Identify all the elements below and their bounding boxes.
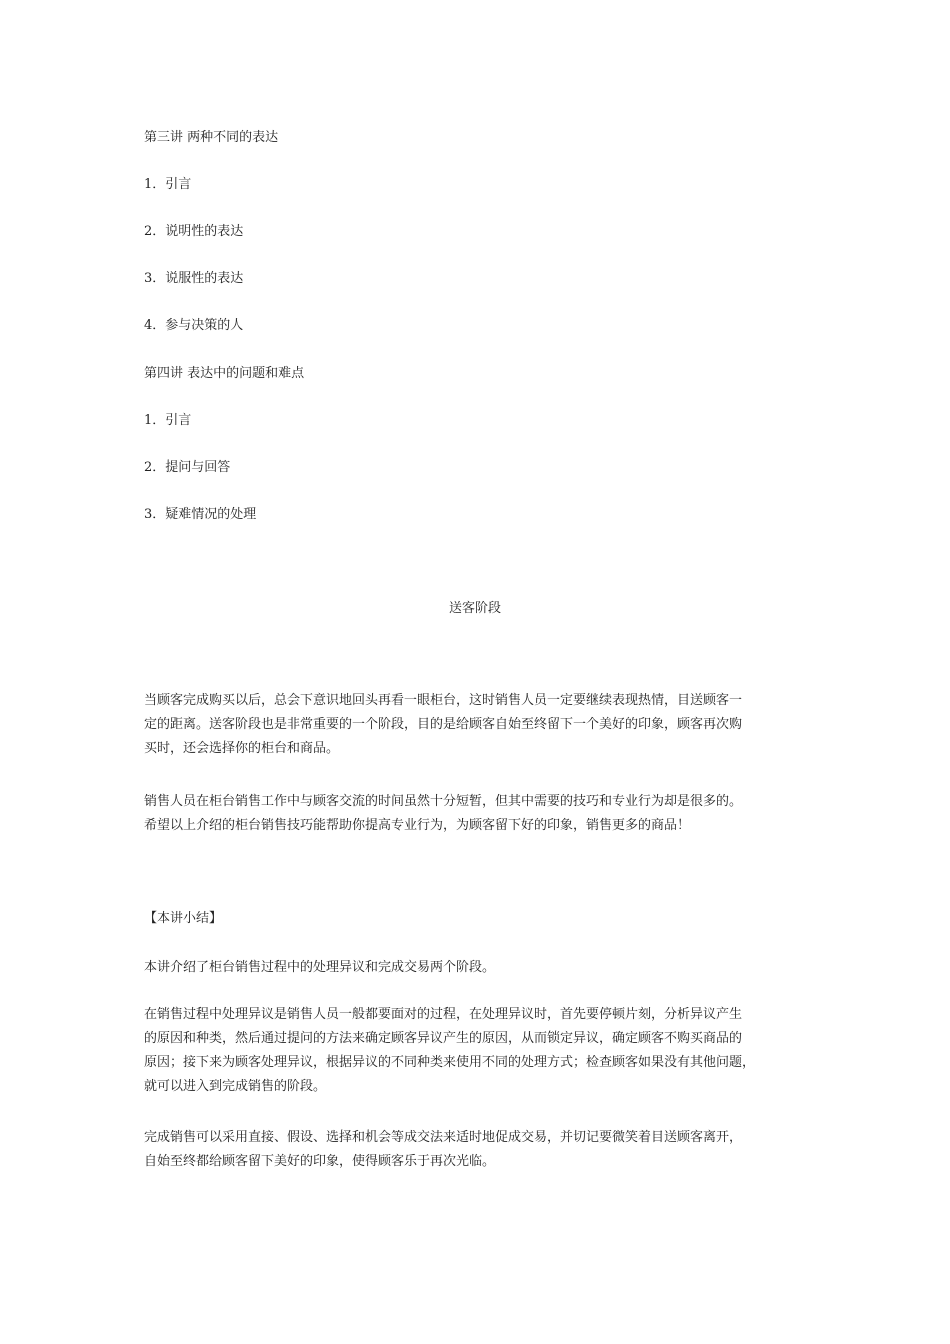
lecture3-item-3: 3．说服性的表达 <box>144 271 244 286</box>
summary-intro: 本讲介绍了柜台销售过程中的处理异议和完成交易两个阶段。 <box>144 960 496 975</box>
lecture3-item-4: 4．参与决策的人 <box>144 318 244 333</box>
paragraph-line: 在销售过程中处理异议是销售人员一般都要面对的过程，在处理异议时，首先要停顿片刻，分析异议产生 <box>144 1007 743 1022</box>
section-paragraph-2 <box>144 790 814 838</box>
paragraph-line: 原因；接下来为顾客处理异议，根据异议的不同种类来使用不同的处理方式；检查顾客如果没有其他问题， <box>144 1055 756 1070</box>
section-heading: 送客阶段 <box>448 601 501 616</box>
summary-paragraph-1 <box>144 1003 814 1099</box>
paragraph-line: 希望以上介绍的柜台销售技巧能帮助你提高专业行为，为顾客留下好的印象，销售更多的商品！ <box>144 818 691 833</box>
paragraph-line: 就可以进入到完成销售的阶段。 <box>144 1079 327 1094</box>
summary-heading: 【本讲小结】 <box>144 911 223 926</box>
lecture4-item-1: 1．引言 <box>144 413 192 428</box>
paragraph-line: 定的距离。送客阶段也是非常重要的一个阶段，目的是给顾客自始至终留下一个美好的印象，顾客再次购 <box>144 717 743 732</box>
paragraph-line: 当顾客完成购买以后，总会下意识地回头再看一眼柜台，这时销售人员一定要继续表现热情，目送顾客一 <box>144 693 743 708</box>
lecture4-title: 第四讲 表达中的问题和难点 <box>144 366 305 381</box>
lecture3-item-1: 1．引言 <box>144 177 192 192</box>
paragraph-line: 自始至终都给顾客留下美好的印象，使得顾客乐于再次光临。 <box>144 1154 496 1169</box>
paragraph-line: 销售人员在柜台销售工作中与顾客交流的时间虽然十分短暂，但其中需要的技巧和专业行为却是很多的。 <box>144 794 743 809</box>
section-paragraph-1 <box>144 689 814 761</box>
summary-paragraph-2 <box>144 1126 814 1174</box>
paragraph-line: 完成销售可以采用直接、假设、选择和机会等成交法来适时地促成交易，并切记要微笑着目送顾客离开， <box>144 1130 743 1145</box>
paragraph-line: 买时，还会选择你的柜台和商品。 <box>144 741 340 756</box>
lecture3-item-2: 2．说明性的表达 <box>144 224 244 239</box>
paragraph-line: 的原因和种类，然后通过提问的方法来确定顾客异议产生的原因，从而锁定异议，确定顾客不购买商品的 <box>144 1031 743 1046</box>
lecture4-item-3: 3．疑难情况的处理 <box>144 507 257 522</box>
lecture4-item-2: 2．提问与回答 <box>144 460 231 475</box>
lecture3-title: 第三讲 两种不同的表达 <box>144 130 279 145</box>
